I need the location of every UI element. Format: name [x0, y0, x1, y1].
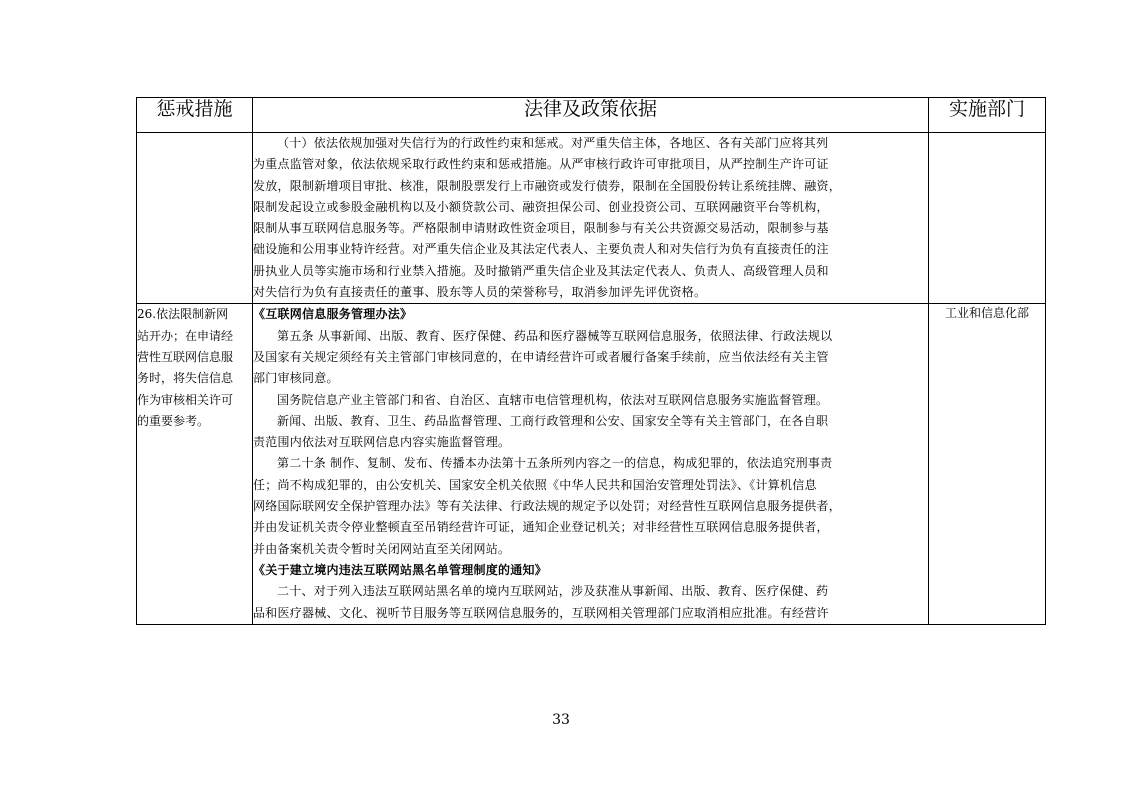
basis-line: 新闻、出版、教育、卫生、药品监督管理、工商行政管理和公安、国家安全等有关主管部门，在各自职	[277, 413, 829, 428]
basis-line: 第二十条 制作、复制、发布、传播本办法第十五条所列内容之一的信息，构成犯罪的，依法追究刑事责	[277, 456, 833, 471]
measure-line: 站开办；在申请经	[137, 328, 234, 343]
regulation-title: 《关于建立境内违法互联网站黑名单管理制度的通知》	[253, 562, 548, 577]
row2-basis-cell	[253, 304, 929, 624]
basis-line: 责范围内依法对互联网信息内容实施监督管理。	[253, 435, 511, 450]
basis-line: 第五条 从事新闻、出版、教育、医疗保健、药品和医疗器械等互联网信息服务，依照法律、行政法规以	[277, 328, 833, 343]
regulation-title: 《互联网信息服务管理办法》	[253, 307, 413, 322]
measures-table	[136, 97, 1046, 625]
basis-line: 及国家有关规定须经有关主管部门审核同意的，在申请经营许可或者履行备案手续前，应当依法经有关主管	[253, 349, 829, 364]
basis-line: 限制从事互联网信息服务等。严格限制申请财政性资金项目，限制参与有关公共资源交易活动，限制参与基	[253, 221, 829, 236]
table-row	[137, 133, 1046, 304]
basis-line: 础设施和公用事业特许经营。对严重失信企业及其法定代表人、主要负责人和对失信行为负有直接责任的注	[253, 242, 829, 257]
basis-line: 品和医疗器械、文化、视听节目服务等互联网信息服务的，互联网相关管理部门应取消相应批准。有经营许	[253, 605, 829, 620]
basis-line: 为重点监管对象，依法依规采取行政性约束和惩戒措施。从严审核行政许可审批项目，从严控制生产许可证	[253, 157, 829, 172]
basis-line: 任；尚不构成犯罪的，由公安机关、国家安全机关依照《中华人民共和国治安管理处罚法》、《计算机信息	[253, 477, 817, 492]
row1-dept-cell	[929, 133, 1046, 304]
header-legal-basis: 法律及政策依据	[253, 98, 929, 133]
measure-line: 的重要参考。	[137, 413, 210, 428]
basis-line: 二十、对于列入违法互联网站黑名单的境内互联网站，涉及获准从事新闻、出版、教育、医疗保健、药	[277, 584, 829, 599]
header-punishment-measures: 惩戒措施	[137, 98, 253, 133]
row2-dept-cell: 工业和信息化部	[929, 304, 1046, 624]
basis-line: 册执业人员等实施市场和行业禁入措施。及时撤销严重失信企业及其法定代表人、负责人、高级管理人员和	[253, 263, 829, 278]
row1-basis-cell	[253, 133, 929, 304]
basis-line: 并由备案机关责令暂时关闭网站直至关闭网站。	[253, 541, 511, 556]
basis-line: 限制发起设立或参股金融机构以及小额贷款公司、融资担保公司、创业投资公司、互联网融资平台等机构，	[253, 199, 829, 214]
basis-line: 网络国际联网安全保护管理办法》等有关法律、行政法规的规定予以处罚；对经营性互联网信息服务提供者，	[253, 499, 842, 514]
basis-line: （十）依法依规加强对失信行为的行政性约束和惩戒。对严重失信主体，各地区、各有关部门应将其列	[277, 136, 829, 150]
row1-measure-cell	[137, 133, 253, 304]
header-implementing-dept: 实施部门	[929, 98, 1046, 133]
basis-line: 对失信行为负有直接责任的董事、股东等人员的荣誉称号，取消参加评先评优资格。	[253, 285, 707, 300]
basis-line: 国务院信息产业主管部门和省、自治区、直辖市电信管理机构，依法对互联网信息服务实施监督管理。	[277, 392, 829, 407]
measure-line: 26.依法限制新网	[137, 307, 229, 322]
table-row	[137, 304, 1046, 624]
row2-measure-cell	[137, 304, 253, 624]
page-number: 33	[552, 712, 570, 728]
basis-line: 发放，限制新增项目审批、核准，限制股票发行上市融资或发行债券，限制在全国股份转让系统挂牌、融资，	[253, 178, 842, 193]
header-row	[137, 98, 1046, 133]
measure-line: 营性互联网信息服	[137, 349, 234, 364]
measure-line: 务时，将失信信息	[137, 371, 234, 386]
basis-line: 并由发证机关责令停业整顿直至吊销经营许可证，通知企业登记机关；对非经营性互联网信息服务提供者，	[253, 520, 829, 535]
measure-line: 作为审核相关许可	[137, 392, 234, 407]
basis-line: 部门审核同意。	[253, 371, 339, 386]
